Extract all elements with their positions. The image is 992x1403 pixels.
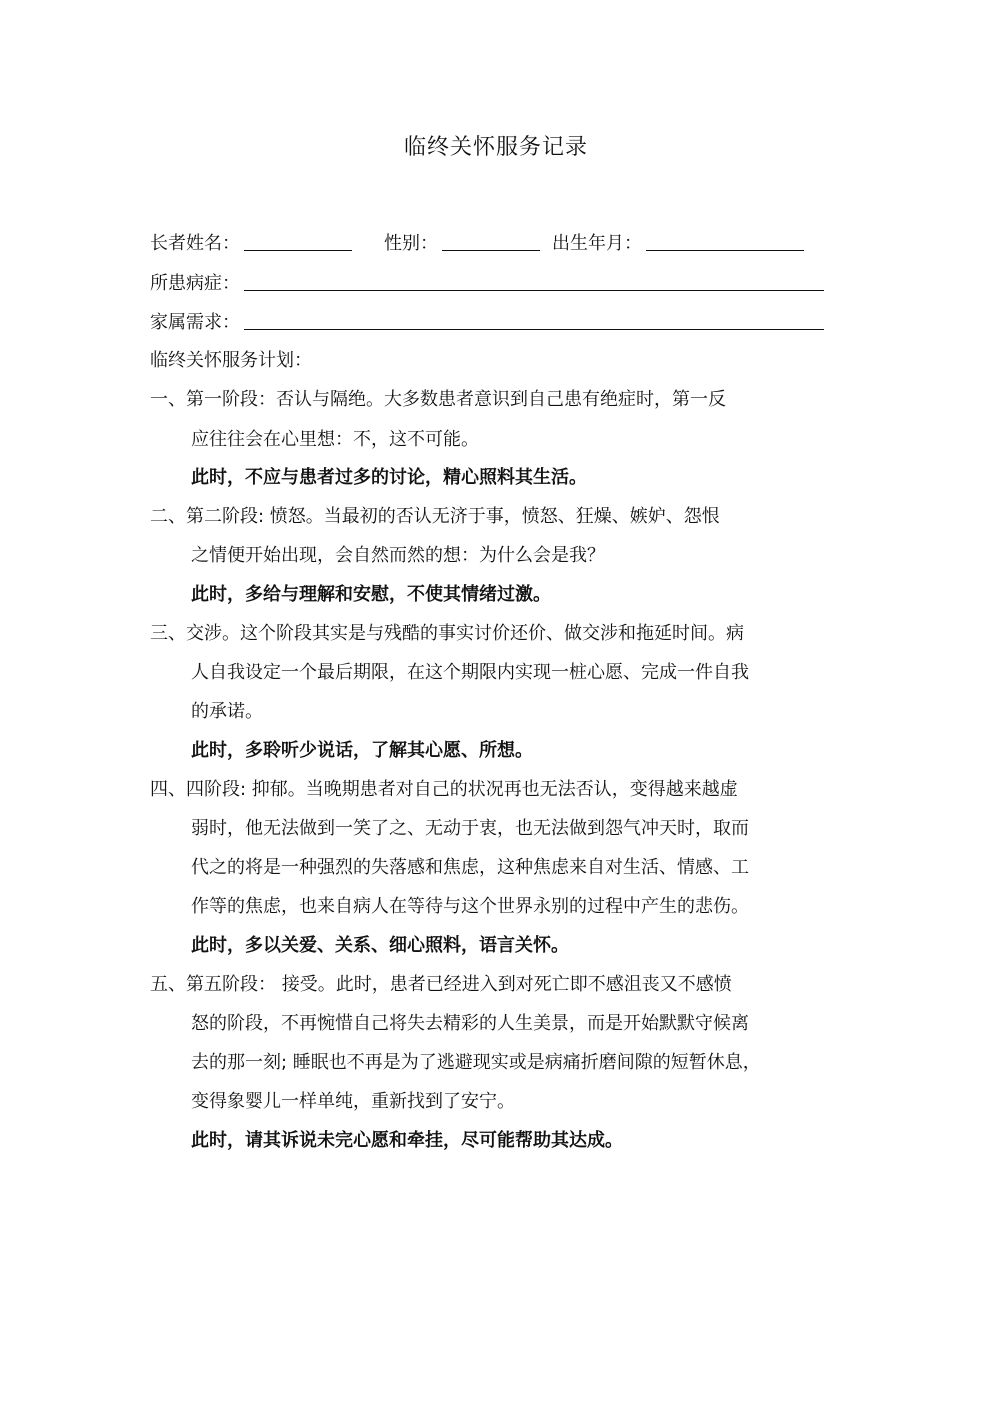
stage-1-line-2: 应往往会在心里想：不，这不可能。 — [191, 429, 479, 450]
name-field[interactable] — [244, 232, 352, 251]
gender-field[interactable] — [442, 232, 540, 251]
stage-5-line-1: 五、第五阶段： 接受。此时，患者已经进入到对死亡即不感沮丧又不感愤 — [150, 974, 732, 995]
disease-row — [150, 272, 824, 296]
gender-label: 性别： — [384, 233, 438, 254]
stage-5-line-3: 去的那一刻; 睡眠也不再是为了逃避现实或是病痛折磨间隙的短暂休息， — [191, 1052, 761, 1073]
disease-label: 所患病症： — [150, 273, 240, 294]
stage-2-advice: 此时，多给与理解和安慰，不使其情绪过激。 — [191, 584, 551, 605]
name-label: 长者姓名： — [150, 233, 240, 254]
stage-2-line-1: 二、第二阶段: 愤怒。当最初的否认无济于事，愤怒、狂燥、嫉妒、怨恨 — [150, 506, 720, 527]
stage-5-advice: 此时，请其诉说未完心愿和牵挂，尽可能帮助其达成。 — [191, 1130, 623, 1151]
disease-field[interactable] — [244, 272, 824, 291]
stage-5-line-2: 怒的阶段，不再惋惜自己将失去精彩的人生美景，而是开始默默守候离 — [191, 1013, 749, 1034]
stage-5-line-4: 变得象婴儿一样单纯，重新找到了安宁。 — [191, 1091, 515, 1112]
family-label: 家属需求： — [150, 312, 240, 333]
document-title: 临终关怀服务记录 — [403, 135, 588, 160]
stage-3-advice: 此时，多聆听少说话，了解其心愿、所想。 — [191, 740, 533, 761]
birth-field[interactable] — [646, 232, 804, 251]
stage-2-line-2: 之情便开始出现，会自然而然的想：为什么会是我？ — [191, 545, 605, 566]
stage-4-line-1: 四、四阶段: 抑郁。当晚期患者对自己的状况再也无法否认，变得越来越虚 — [150, 779, 738, 800]
stage-4-line-2: 弱时，他无法做到一笑了之、无动于衷，也无法做到怨气冲天时，取而 — [191, 818, 749, 839]
basic-info-row — [150, 232, 804, 256]
family-needs-row — [150, 311, 824, 335]
stage-3-line-3: 的承诺。 — [191, 701, 263, 722]
stage-3-line-1: 三、交涉。这个阶段其实是与残酷的事实讨价还价、做交涉和拖延时间。病 — [150, 623, 744, 644]
stage-4-line-4: 作等的焦虑，也来自病人在等待与这个世界永别的过程中产生的悲伤。 — [191, 896, 749, 917]
birth-label: 出生年月： — [552, 233, 642, 254]
stage-4-line-3: 代之的将是一种强烈的失落感和焦虑，这种焦虑来自对生活、情感、工 — [191, 857, 749, 878]
family-field[interactable] — [244, 311, 824, 330]
plan-label: 临终关怀服务计划： — [150, 350, 312, 371]
stage-4-advice: 此时，多以关爱、关系、细心照料，语言关怀。 — [191, 935, 569, 956]
stage-1-line-1: 一、第一阶段：否认与隔绝。大多数患者意识到自己患有绝症时，第一反 — [150, 389, 726, 410]
stage-1-advice: 此时，不应与患者过多的讨论，精心照料其生活。 — [191, 467, 587, 488]
stage-3-line-2: 人自我设定一个最后期限，在这个期限内实现一桩心愿、完成一件自我 — [191, 662, 749, 683]
